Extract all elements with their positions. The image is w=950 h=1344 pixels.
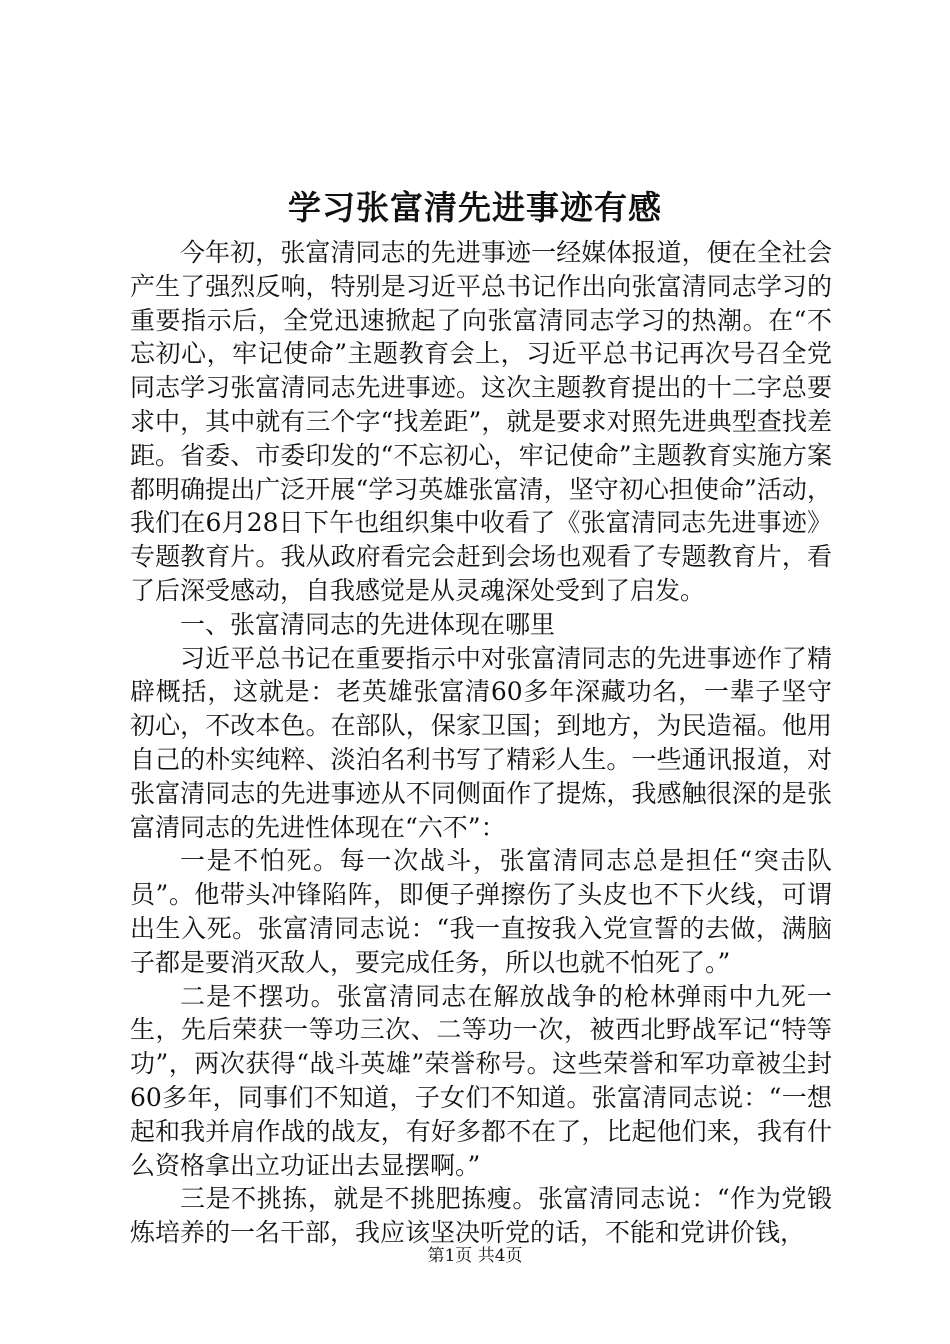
- page-footer: 第1页 共4页: [427, 1246, 523, 1266]
- section-heading: 一、张富清同志的先进体现在哪里: [180, 609, 556, 639]
- paragraph-point-2: 二是不摆功。张富清同志在解放战争的枪林弹雨中九死一生，先后荣获一等功三次、二等功一次，被西北野战军记“特等功”，两次获得“战斗英雄”荣誉称号。这些荣誉和军功章被尘封60多年，同事们不知道，子女们不知道。张富清同志说：“一想起和我并肩作战的战友，有好多都不在了，比起他们来，我有什么资格拿出立功证出去显摆啊。”: [130, 981, 832, 1180]
- document-body: [130, 236, 832, 1250]
- paragraph-summary: 习近平总书记在重要指示中对张富清同志的先进事迹作了精辟概括，这就是：老英雄张富清60多年深藏功名，一辈子坚守初心，不改本色。在部队，保家卫国；到地方，为民造福。他用自己的朴实纯粹、淡泊名利书写了精彩人生。一些通讯报道，对张富清同志的先进事迹从不同侧面作了提炼，我感触很深的是张富清同志的先进性体现在“六不”：: [130, 643, 832, 842]
- paragraph-point-1: 一是不怕死。每一次战斗，张富清同志总是担任“突击队员”。他带头冲锋陷阵，即便子弹擦伤了头皮也不下火线，可谓出生入死。张富清同志说：“我一直按我入党宣誓的去做，满脑子都是要消灭敌人，要完成任务，所以也就不怕死了。”: [130, 846, 832, 977]
- document-title: 学习张富清先进事迹有感: [288, 188, 662, 227]
- paragraph-intro: 今年初，张富清同志的先进事迹一经媒体报道，便在全社会产生了强烈反响，特别是习近平总书记作出向张富清同志学习的重要指示后，全党迅速掀起了向张富清同志学习的热潮。在“不忘初心，牢记使命”主题教育会上，习近平总书记再次号召全党同志学习张富清同志先进事迹。这次主题教育提出的十二字总要求中，其中就有三个字“找差距”，就是要求对照先进典型查找差距。省委、市委印发的“不忘初心，牢记使命”主题教育实施方案都明确提出广泛开展“学习英雄张富清，坚守初心担使命”活动，我们在6月28日下午也组织集中收看了《张富清同志先进事迹》专题教育片。我从政府看完会赶到会场也观看了专题教育片，看了后深受感动，自我感觉是从灵魂深处受到了启发。: [130, 238, 832, 605]
- paragraph-point-3: 三是不挑拣，就是不挑肥拣瘦。张富清同志说：“作为党锻炼培养的一名干部，我应该坚决听党的话，不能和党讲价钱，: [130, 1184, 832, 1248]
